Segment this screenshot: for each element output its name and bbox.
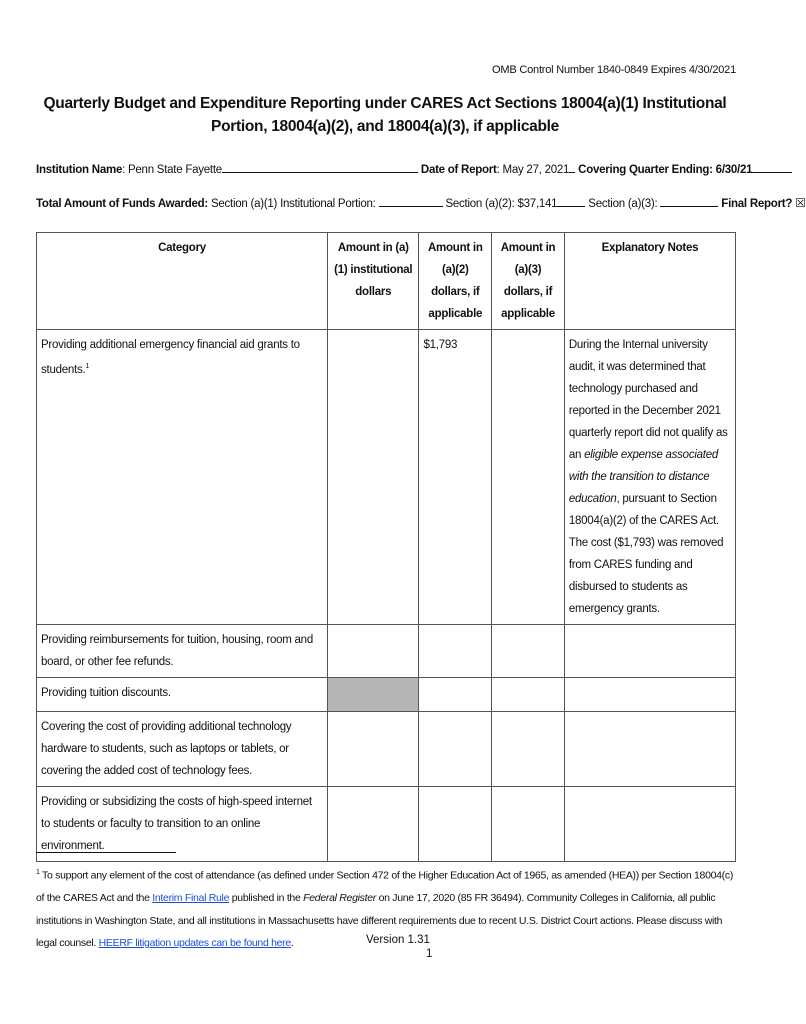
institution-label: Institution Name: [36, 164, 123, 176]
omb-control-number: OMB Control Number 1840-0849 Expires 4/30/2021: [492, 64, 736, 76]
notes-cell[interactable]: [564, 678, 735, 712]
header-amount-a3: Amount in (a)(3) dollars, if applicable: [492, 233, 565, 330]
amount-a2-cell[interactable]: [419, 712, 492, 787]
amount-a2-cell[interactable]: $1,793: [419, 330, 492, 625]
funds-a3: Section (a)(3):: [585, 198, 661, 210]
amount-a2-cell[interactable]: [419, 625, 492, 678]
funds-a1: Section (a)(1) Institutional Portion:: [208, 198, 379, 210]
footnote-text-2: published in the: [229, 892, 304, 904]
notes-cell[interactable]: [564, 712, 735, 787]
page-number: 1: [426, 948, 433, 960]
date-label: Date of Report: [420, 164, 497, 176]
final-report-label: Final Report?: [718, 198, 793, 210]
interim-final-rule-link[interactable]: Interim Final Rule: [152, 892, 230, 904]
amount-a3-cell[interactable]: [492, 712, 565, 787]
amount-a3-cell[interactable]: [492, 625, 565, 678]
final-report-checkbox[interactable]: ☒: [795, 196, 806, 210]
budget-table: [36, 232, 736, 862]
funds-a2: Section (a)(2): $37,141: [442, 198, 558, 210]
category-cell: [37, 330, 328, 625]
header-amount-a1: Amount in (a)(1) institutional dollars: [328, 233, 419, 330]
table-row: [37, 625, 736, 678]
header-amount-a2: Amount in (a)(2) dollars, if applicable: [419, 233, 492, 330]
quarter-blank: [752, 160, 792, 173]
category-cell: Providing reimbursements for tuition, housing, room and board, or other fee refunds.: [37, 625, 328, 678]
category-cell: Covering the cost of providing additional technology hardware to students, such as laptops or tablets, or covering the added cost of technology fees.: [37, 712, 328, 787]
version-label: Version 1.31: [366, 934, 430, 946]
notes-text-c: , pursuant to Section 18004(a)(2) of the CARES Act. The cost ($1,793) was removed from CARES funding and disbursed to students as emergency grants.: [568, 493, 724, 615]
funds-a3-blank: [660, 194, 718, 207]
header-notes: Explanatory Notes: [564, 233, 735, 330]
table-row: [37, 678, 736, 712]
category-text: Providing additional emergency financial aid grants to students.: [41, 339, 300, 376]
table-header-row: [37, 233, 736, 330]
category-cell: Providing tuition discounts.: [37, 678, 328, 712]
amount-a1-cell[interactable]: [328, 712, 419, 787]
institution-line: [36, 160, 792, 176]
date-value: : May 27, 2021: [496, 164, 570, 176]
federal-register-text: Federal Register: [303, 892, 376, 904]
notes-text-a: During the Internal university audit, it was determined that technology purchased and reported in the December 2021 quarterly report did not qualify as an: [568, 339, 728, 461]
quarter-label: Covering Quarter Ending: 6/30/21: [578, 164, 753, 176]
date-blank: [569, 160, 575, 173]
amount-a3-cell[interactable]: [492, 330, 565, 625]
heerf-litigation-link[interactable]: HEERF litigation updates can be found here: [98, 937, 291, 949]
amount-a1-cell[interactable]: [328, 625, 419, 678]
funds-line: [36, 194, 806, 210]
amount-a3-cell[interactable]: [492, 787, 565, 862]
table-row: [37, 712, 736, 787]
table-row: [37, 330, 736, 625]
table-row: [37, 787, 736, 862]
footnote-text-1: To support any element of the cost of attendance (as defined under Section 472 of the Higher Education Act of 1965, as amended (HEA)) per Section 18004(c) of the CARES Act and the: [36, 869, 734, 904]
amount-a2-cell[interactable]: [419, 678, 492, 712]
footnote-text-4: .: [290, 937, 294, 949]
institution-blank: [222, 160, 418, 173]
footnote-rule: [36, 852, 176, 853]
amount-a1-cell[interactable]: [328, 787, 419, 862]
footnote-number: 1: [36, 869, 40, 876]
institution-value: : Penn State Fayette: [122, 164, 222, 176]
notes-text-italic: eligible expense associated with the transition to distance education: [568, 449, 719, 505]
funds-a1-blank: [379, 194, 443, 207]
category-cell: Providing or subsidizing the costs of high-speed internet to students or faculty to transition to an online environment.: [37, 787, 328, 862]
amount-a2-cell[interactable]: [419, 787, 492, 862]
funds-label: Total Amount of Funds Awarded:: [36, 198, 209, 210]
notes-cell[interactable]: [564, 787, 735, 862]
funds-a2-blank: [557, 194, 585, 207]
footnote-text-3: on June 17, 2020 (85 FR 36494). Community Colleges in California, all public institutions in Washington State, and all institutions in Massachusetts have different requirements due to recent U.S. District Court actions. Please discuss with legal counsel.: [36, 892, 723, 949]
notes-cell[interactable]: [564, 625, 735, 678]
notes-cell[interactable]: [564, 330, 735, 625]
header-category: Category: [37, 233, 328, 330]
footnote-ref: 1: [85, 363, 90, 370]
amount-a3-cell[interactable]: [492, 678, 565, 712]
amount-a1-cell-shaded: [328, 678, 419, 712]
page-title: Quarterly Budget and Expenditure Reporting under CARES Act Sections 18004(a)(1) Institutional Portion, 18004(a)(2), and 18004(a)(3), if applicable: [43, 95, 727, 135]
amount-a1-cell[interactable]: [328, 330, 419, 625]
